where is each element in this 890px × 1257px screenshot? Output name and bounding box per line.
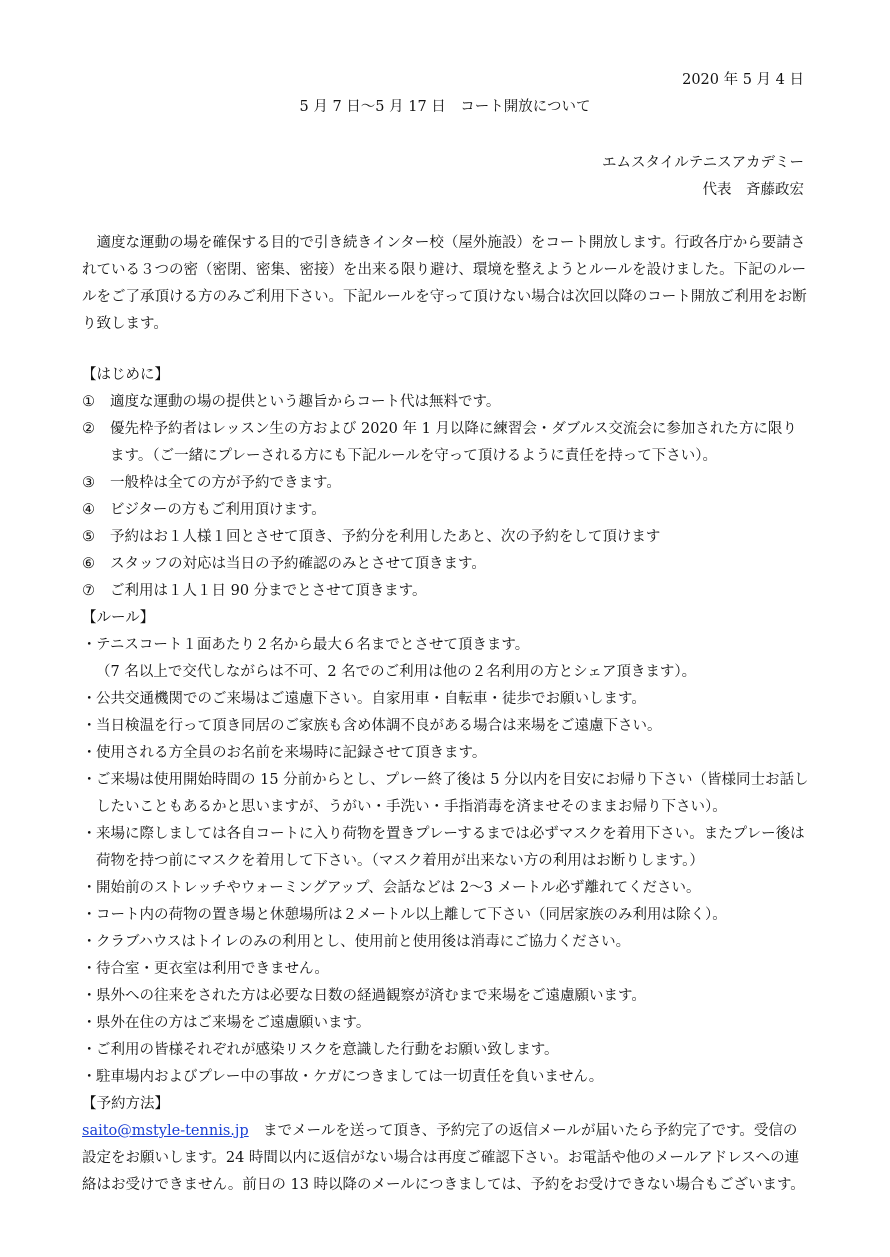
item-text: ご利用の皆様それぞれが感染リスクを意識した行動をお願い致します。 [96,1042,559,1058]
rule-text: テニスコート１面あたり２名から最大６名までとさせて頂きます。 [96,637,530,653]
list-item [82,524,810,551]
item-text: 予約はお１人様１回とさせて頂き、予約分を利用したあと、次の予約をして頂けます [110,529,661,545]
item-number: ⑥ [82,556,95,572]
rules-heading: 【ルール】 [82,610,155,626]
hajimeni-section [82,362,810,1199]
reservation-paragraph [82,1118,810,1199]
bullet-mark: ・ [82,961,97,977]
rule-subtext: （7 名以上で交代しながらは不可、2 名でのご利用は他の２名利用の方とシェア頂きます）。 [96,664,697,680]
bullet-mark: ・ [82,691,97,707]
document-date: 2020 年 5 月 4 日 [682,72,804,88]
item-number: ③ [82,475,95,491]
item-text: 開始前のストレッチやウォーミングアップ、会話などは 2～3 メートル必ず離れてください。 [96,880,701,896]
intro-paragraph [82,230,810,338]
item-text: 駐車場内およびプレー中の事故・ケガにつきましては一切責任を負いません。 [96,1069,604,1085]
list-item [82,551,810,578]
item-text: スタッフの対応は当日の予約確認のみとさせて頂きます。 [110,556,486,572]
list-item [82,956,810,983]
bullet-mark: ・ [82,1015,97,1031]
item-number: ⑦ [82,583,95,599]
document-title: 5 月 7 日～5 月 17 日 コート開放について [299,99,591,115]
list-item [82,1037,810,1064]
bullet-mark: ・ [82,1042,97,1058]
item-text: ご利用は１人１日 90 分までとさせて頂きます。 [110,583,427,599]
list-item [82,416,810,470]
bullet-mark: ・ [82,826,97,842]
bullet-mark: ・ [82,718,97,734]
list-item [82,875,810,902]
bullet-mark: ・ [82,988,97,1004]
reservation-text: までメールを送って頂き、予約完了の返信メールが届いたら予約完了です。受信の設定をお願いします。24 時間以内に返信がない場合は再度ご確認下さい。お電話や他のメールアドレスへの連絡はお受けできません。前日の 13 時以降のメールにつきましては、予約をお受けできない場合もございます。 [82,1123,805,1193]
item-number: ② [82,421,95,437]
list-item [82,983,810,1010]
bullet-mark: ・ [82,745,97,761]
list-item [82,578,810,605]
reservation-body [82,1118,810,1199]
item-text: 県外在住の方はご来場をご遠慮願います。 [96,1015,371,1031]
bullet-mark: ・ [82,907,97,923]
list-item [82,497,810,524]
list-item [82,632,810,686]
representative-name: 代表 斉藤政宏 [702,182,804,198]
list-item [82,902,810,929]
item-text: コート内の荷物の置き場と休憩場所は２メートル以上離して下さい（同居家族のみ利用は除く）。 [96,907,727,923]
bullet-mark: ・ [82,880,97,896]
bullet-mark: ・ [82,1069,97,1085]
rules-list [82,632,810,1091]
item-number: ① [82,394,95,410]
list-item [82,389,810,416]
hajimeni-list [82,389,810,605]
item-text: クラブハウスはトイレのみの利用とし、使用前と使用後は消毒にご協力ください。 [96,934,631,950]
list-item [82,740,810,767]
item-text [96,632,810,686]
item-text: 待合室・更衣室は利用できません。 [96,961,329,977]
organization-name: エムスタイルテニスアカデミー [602,155,804,171]
list-item [82,1010,810,1037]
item-text: 公共交通機関でのご来場はご遠慮下さい。自家用車・自転車・徒歩でお願いします。 [96,691,646,707]
item-text: 当日検温を行って頂き同居のご家族も含め体調不良がある場合は来場をご遠慮下さい。 [96,718,662,734]
item-text: 優先枠予約者はレッスン生の方および 2020 年 1 月以降に練習会・ダブルス交流会に参加された方に限ります。（ご一緒にプレーされる方にも下記ルールを守って頂けるように責任を持って下さい）。 [110,421,797,464]
list-item [82,929,810,956]
intro-text: 適度な運動の場を確保する目的で引き続きインター校（屋外施設）をコート開放します。行政各庁から要請されている３つの密（密閉、密集、密接）を出来る限り避け、環境を整えようとルールを設けました。下記のルールをご了承頂ける方のみご利用下さい。下記ルールを守って頂けない場合は次回以降のコート開放ご利用をお断り致します。 [82,235,807,332]
item-text: ビジターの方もご利用頂けます。 [110,502,326,518]
bullet-mark: ・ [82,637,97,653]
sender-block [602,150,804,204]
item-text: 一般枠は全ての方が予約できます。 [110,475,341,491]
list-item [82,713,810,740]
item-text: 使用される方全員のお名前を来場時に記録させて頂きます。 [96,745,487,761]
bullet-mark: ・ [82,934,97,950]
bullet-mark: ・ [82,772,97,788]
item-text: ご来場は使用開始時間の 15 分前からとし、プレー終了後は 5 分以内を目安にお帰り下さい（皆様同士お話ししたいこともあるかと思いますが、うがい・手洗い・手指消毒を済ませそのままお帰り下さい）。 [96,772,809,815]
item-number: ④ [82,502,95,518]
list-item [82,767,810,821]
reservation-heading: 【予約方法】 [82,1096,169,1112]
list-item [82,470,810,497]
item-number: ⑤ [82,529,95,545]
list-item [82,821,810,875]
hajimeni-heading: 【はじめに】 [82,367,169,383]
email-link[interactable]: saito@mstyle-tennis.jp [82,1123,249,1139]
item-text: 来場に際しましては各自コートに入り荷物を置きプレーするまでは必ずマスクを着用下さい。またプレー後は荷物を持つ前にマスクを着用して下さい。（マスク着用が出来ない方の利用はお断りします。） [96,826,805,869]
item-text: 適度な運動の場の提供という趣旨からコート代は無料です。 [110,394,501,410]
list-item [82,1064,810,1091]
item-text: 県外への往来をされた方は必要な日数の経過観察が済むまで来場をご遠慮願います。 [96,988,646,1004]
list-item [82,686,810,713]
